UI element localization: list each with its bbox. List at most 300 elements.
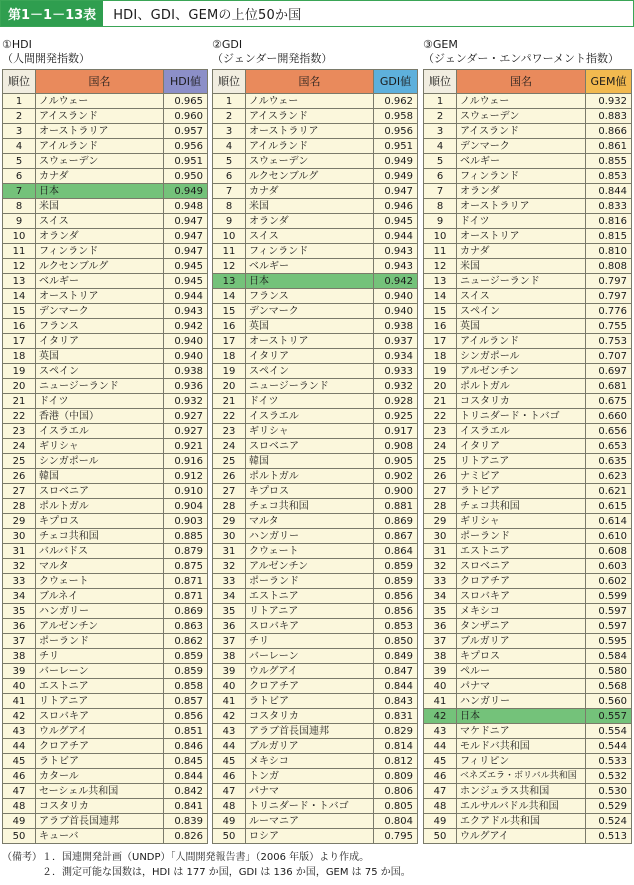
value-cell: 0.804 bbox=[374, 814, 418, 829]
value-cell: 0.857 bbox=[164, 694, 208, 709]
value-cell: 0.795 bbox=[374, 829, 418, 844]
rank-cell: 26 bbox=[424, 469, 457, 484]
table-row bbox=[3, 619, 208, 634]
country-cell: エストニア bbox=[246, 589, 374, 604]
rank-cell: 28 bbox=[424, 499, 457, 514]
rank-cell: 11 bbox=[424, 244, 457, 259]
value-cell: 0.513 bbox=[586, 829, 632, 844]
value-cell: 0.859 bbox=[164, 649, 208, 664]
rank-cell: 41 bbox=[213, 694, 246, 709]
country-cell: チェコ共和国 bbox=[36, 529, 164, 544]
rank-cell: 32 bbox=[424, 559, 457, 574]
rank-cell: 2 bbox=[3, 109, 36, 124]
table-title: HDI、GDI、GEMの上位50か国 bbox=[113, 8, 302, 23]
table-row bbox=[424, 409, 632, 424]
value-cell: 0.940 bbox=[374, 304, 418, 319]
rank-cell: 43 bbox=[3, 724, 36, 739]
country-cell: ウルグアイ bbox=[36, 724, 164, 739]
notes bbox=[2, 850, 411, 880]
value-cell: 0.568 bbox=[586, 679, 632, 694]
country-cell: コスタリカ bbox=[246, 709, 374, 724]
rank-cell: 28 bbox=[3, 499, 36, 514]
value-cell: 0.927 bbox=[164, 409, 208, 424]
rank-cell: 13 bbox=[3, 274, 36, 289]
table-row bbox=[213, 304, 418, 319]
value-cell: 0.675 bbox=[586, 394, 632, 409]
value-cell: 0.851 bbox=[164, 724, 208, 739]
rank-cell: 35 bbox=[3, 604, 36, 619]
value-cell: 0.805 bbox=[374, 799, 418, 814]
table-row bbox=[213, 244, 418, 259]
country-cell: ラトビア bbox=[457, 484, 586, 499]
table-row bbox=[3, 214, 208, 229]
table-row bbox=[424, 169, 632, 184]
table-row bbox=[3, 319, 208, 334]
table-row bbox=[213, 814, 418, 829]
table-row bbox=[3, 484, 208, 499]
country-cell: ルクセンブルグ bbox=[36, 259, 164, 274]
rank-cell: 23 bbox=[3, 424, 36, 439]
value-cell: 0.942 bbox=[374, 274, 418, 289]
rank-cell: 10 bbox=[3, 229, 36, 244]
country-cell: アラブ首長国連邦 bbox=[36, 814, 164, 829]
value-cell: 0.859 bbox=[374, 559, 418, 574]
rank-cell: 37 bbox=[424, 634, 457, 649]
country-cell: ギリシャ bbox=[36, 439, 164, 454]
value-cell: 0.940 bbox=[164, 349, 208, 364]
rank-cell: 33 bbox=[3, 574, 36, 589]
value-cell: 0.844 bbox=[586, 184, 632, 199]
value-cell: 0.925 bbox=[374, 409, 418, 424]
table-row bbox=[424, 139, 632, 154]
value-cell: 0.603 bbox=[586, 559, 632, 574]
value-cell: 0.947 bbox=[374, 184, 418, 199]
hdi-ranking-table bbox=[2, 69, 208, 844]
table-row bbox=[213, 349, 418, 364]
table-row bbox=[3, 169, 208, 184]
table-row bbox=[213, 544, 418, 559]
table-row bbox=[424, 589, 632, 604]
value-cell: 0.530 bbox=[586, 784, 632, 799]
rank-cell: 9 bbox=[213, 214, 246, 229]
table-row bbox=[213, 709, 418, 724]
table-row bbox=[3, 799, 208, 814]
country-cell: 日本 bbox=[36, 184, 164, 199]
table-row bbox=[424, 199, 632, 214]
rank-cell: 12 bbox=[424, 259, 457, 274]
rank-cell: 5 bbox=[3, 154, 36, 169]
table-row bbox=[424, 754, 632, 769]
value-cell: 0.599 bbox=[586, 589, 632, 604]
value-cell: 0.810 bbox=[586, 244, 632, 259]
rank-cell: 27 bbox=[424, 484, 457, 499]
rank-cell: 19 bbox=[424, 364, 457, 379]
rank-cell: 38 bbox=[424, 649, 457, 664]
country-cell: オランダ bbox=[457, 184, 586, 199]
rank-cell: 8 bbox=[3, 199, 36, 214]
value-cell: 0.847 bbox=[374, 664, 418, 679]
value-cell: 0.809 bbox=[374, 769, 418, 784]
country-cell: イスラエル bbox=[36, 424, 164, 439]
country-column-header: 国名 bbox=[457, 70, 586, 94]
country-cell: オーストリア bbox=[36, 289, 164, 304]
value-cell: 0.934 bbox=[374, 349, 418, 364]
table-row bbox=[213, 829, 418, 844]
rank-cell: 4 bbox=[3, 139, 36, 154]
value-cell: 0.849 bbox=[374, 649, 418, 664]
table-row bbox=[213, 124, 418, 139]
table-row bbox=[3, 649, 208, 664]
table-row bbox=[424, 799, 632, 814]
rank-cell: 36 bbox=[3, 619, 36, 634]
rank-cell: 43 bbox=[424, 724, 457, 739]
value-cell: 0.908 bbox=[374, 439, 418, 454]
country-cell: クロアチア bbox=[36, 739, 164, 754]
note-source: （備考）１．国連開発計画（UNDP）「人間開発報告書」（2006 年版）より作成。 bbox=[2, 852, 370, 863]
country-cell: キプロス bbox=[246, 484, 374, 499]
country-cell: ドイツ bbox=[246, 394, 374, 409]
table-row bbox=[213, 439, 418, 454]
value-cell: 0.947 bbox=[164, 244, 208, 259]
rank-cell: 6 bbox=[213, 169, 246, 184]
country-cell: ウルグアイ bbox=[246, 664, 374, 679]
table-row bbox=[3, 814, 208, 829]
table-row bbox=[213, 394, 418, 409]
country-cell: バーレーン bbox=[246, 649, 374, 664]
rank-cell: 23 bbox=[213, 424, 246, 439]
rank-cell: 19 bbox=[213, 364, 246, 379]
gdi-value-column-header: GDI値 bbox=[374, 70, 418, 94]
table-row bbox=[3, 574, 208, 589]
country-cell: リトアニア bbox=[246, 604, 374, 619]
rank-cell: 8 bbox=[213, 199, 246, 214]
rank-cell: 45 bbox=[3, 754, 36, 769]
country-cell: ニュージーランド bbox=[36, 379, 164, 394]
rank-cell: 21 bbox=[3, 394, 36, 409]
country-cell: 米国 bbox=[36, 199, 164, 214]
value-cell: 0.943 bbox=[374, 244, 418, 259]
table-row bbox=[3, 259, 208, 274]
rank-cell: 40 bbox=[213, 679, 246, 694]
value-cell: 0.866 bbox=[586, 124, 632, 139]
table-row bbox=[213, 334, 418, 349]
value-cell: 0.580 bbox=[586, 664, 632, 679]
rank-cell: 2 bbox=[424, 109, 457, 124]
rank-cell: 38 bbox=[213, 649, 246, 664]
table-row bbox=[424, 334, 632, 349]
rank-cell: 50 bbox=[213, 829, 246, 844]
value-cell: 0.808 bbox=[586, 259, 632, 274]
gem-subheading: （ジェンダー・エンパワーメント指数） bbox=[423, 52, 620, 65]
value-cell: 0.621 bbox=[586, 484, 632, 499]
country-cell: デンマーク bbox=[246, 304, 374, 319]
rank-cell: 11 bbox=[3, 244, 36, 259]
rank-cell: 26 bbox=[213, 469, 246, 484]
value-cell: 0.560 bbox=[586, 694, 632, 709]
value-cell: 0.826 bbox=[164, 829, 208, 844]
country-cell: カナダ bbox=[457, 244, 586, 259]
table-row bbox=[424, 544, 632, 559]
value-cell: 0.614 bbox=[586, 514, 632, 529]
value-cell: 0.557 bbox=[586, 709, 632, 724]
country-cell: ポーランド bbox=[246, 574, 374, 589]
country-cell: スウェーデン bbox=[36, 154, 164, 169]
rank-cell: 5 bbox=[213, 154, 246, 169]
country-cell: ポーランド bbox=[457, 529, 586, 544]
table-row bbox=[3, 394, 208, 409]
rank-cell: 30 bbox=[3, 529, 36, 544]
value-cell: 0.797 bbox=[586, 289, 632, 304]
table-row bbox=[424, 154, 632, 169]
gdi-heading: ②GDI bbox=[212, 38, 243, 51]
country-cell: ベルギー bbox=[457, 154, 586, 169]
country-cell: 米国 bbox=[457, 259, 586, 274]
rank-cell: 33 bbox=[424, 574, 457, 589]
country-cell: メキシコ bbox=[457, 604, 586, 619]
table-row bbox=[3, 454, 208, 469]
value-cell: 0.949 bbox=[164, 184, 208, 199]
country-cell: ラトビア bbox=[36, 754, 164, 769]
rank-cell: 49 bbox=[424, 814, 457, 829]
table-row bbox=[424, 349, 632, 364]
table-row bbox=[3, 274, 208, 289]
table-row bbox=[213, 769, 418, 784]
table-row bbox=[3, 514, 208, 529]
rank-cell: 17 bbox=[213, 334, 246, 349]
value-cell: 0.861 bbox=[586, 139, 632, 154]
value-cell: 0.597 bbox=[586, 619, 632, 634]
hdi-subheading: （人間開発指数） bbox=[2, 52, 90, 65]
value-cell: 0.962 bbox=[374, 94, 418, 109]
value-cell: 0.900 bbox=[374, 484, 418, 499]
table-row bbox=[424, 469, 632, 484]
rank-cell: 45 bbox=[424, 754, 457, 769]
table-row bbox=[424, 604, 632, 619]
table-row bbox=[3, 289, 208, 304]
table-row bbox=[213, 499, 418, 514]
rank-cell: 5 bbox=[424, 154, 457, 169]
rank-cell: 19 bbox=[3, 364, 36, 379]
table-row bbox=[213, 679, 418, 694]
rank-cell: 22 bbox=[3, 409, 36, 424]
value-cell: 0.905 bbox=[374, 454, 418, 469]
rank-cell: 44 bbox=[424, 739, 457, 754]
country-cell: イタリア bbox=[36, 334, 164, 349]
country-cell: スロベニア bbox=[457, 559, 586, 574]
country-cell: スロバキア bbox=[246, 619, 374, 634]
country-cell: メキシコ bbox=[246, 754, 374, 769]
value-cell: 0.815 bbox=[586, 229, 632, 244]
rank-cell: 37 bbox=[3, 634, 36, 649]
value-cell: 0.855 bbox=[586, 154, 632, 169]
country-cell: ブルガリア bbox=[457, 634, 586, 649]
value-cell: 0.842 bbox=[164, 784, 208, 799]
country-cell: アイスランド bbox=[246, 109, 374, 124]
gem-heading: ③GEM bbox=[423, 38, 458, 51]
value-cell: 0.843 bbox=[374, 694, 418, 709]
country-cell: アルゼンチン bbox=[246, 559, 374, 574]
value-cell: 0.945 bbox=[164, 274, 208, 289]
country-cell: コスタリカ bbox=[457, 394, 586, 409]
country-cell: アイルランド bbox=[246, 139, 374, 154]
value-cell: 0.960 bbox=[164, 109, 208, 124]
value-cell: 0.653 bbox=[586, 439, 632, 454]
value-cell: 0.881 bbox=[374, 499, 418, 514]
table-row bbox=[3, 544, 208, 559]
value-cell: 0.938 bbox=[374, 319, 418, 334]
value-cell: 0.928 bbox=[374, 394, 418, 409]
table-row bbox=[424, 499, 632, 514]
value-cell: 0.951 bbox=[164, 154, 208, 169]
table-row bbox=[424, 634, 632, 649]
table-row bbox=[424, 529, 632, 544]
rank-column-header: 順位 bbox=[213, 70, 246, 94]
rank-cell: 25 bbox=[3, 454, 36, 469]
rank-cell: 48 bbox=[3, 799, 36, 814]
rank-cell: 31 bbox=[3, 544, 36, 559]
table-row bbox=[213, 694, 418, 709]
table-row bbox=[3, 709, 208, 724]
value-cell: 0.945 bbox=[374, 214, 418, 229]
country-cell: フィンランド bbox=[246, 244, 374, 259]
table-row bbox=[424, 559, 632, 574]
table-row bbox=[3, 199, 208, 214]
country-cell: クウェート bbox=[246, 544, 374, 559]
gdi-section-heading bbox=[212, 38, 332, 66]
country-cell: チリ bbox=[246, 634, 374, 649]
rank-cell: 4 bbox=[213, 139, 246, 154]
table-row bbox=[213, 199, 418, 214]
country-cell: クロアチア bbox=[246, 679, 374, 694]
country-cell: カナダ bbox=[36, 169, 164, 184]
rank-cell: 49 bbox=[3, 814, 36, 829]
table-row bbox=[424, 229, 632, 244]
value-cell: 0.853 bbox=[586, 169, 632, 184]
table-row bbox=[3, 769, 208, 784]
rank-cell: 30 bbox=[424, 529, 457, 544]
country-cell: 英国 bbox=[246, 319, 374, 334]
table-row bbox=[424, 274, 632, 289]
table-row bbox=[3, 604, 208, 619]
country-cell: アルゼンチン bbox=[36, 619, 164, 634]
country-cell: カタール bbox=[36, 769, 164, 784]
country-cell: チェコ共和国 bbox=[457, 499, 586, 514]
value-cell: 0.595 bbox=[586, 634, 632, 649]
rank-cell: 48 bbox=[213, 799, 246, 814]
country-column-header: 国名 bbox=[36, 70, 164, 94]
value-cell: 0.944 bbox=[374, 229, 418, 244]
value-cell: 0.635 bbox=[586, 454, 632, 469]
table-row bbox=[3, 184, 208, 199]
value-cell: 0.839 bbox=[164, 814, 208, 829]
table-title-bar bbox=[0, 0, 634, 27]
table-row bbox=[424, 739, 632, 754]
country-cell: パナマ bbox=[246, 784, 374, 799]
country-cell: ノルウェー bbox=[457, 94, 586, 109]
table-row bbox=[3, 424, 208, 439]
country-cell: カナダ bbox=[246, 184, 374, 199]
rank-cell: 18 bbox=[3, 349, 36, 364]
value-cell: 0.904 bbox=[164, 499, 208, 514]
rank-cell: 35 bbox=[424, 604, 457, 619]
value-cell: 0.948 bbox=[164, 199, 208, 214]
hdi-heading: ①HDI bbox=[2, 38, 32, 51]
country-cell: 香港（中国） bbox=[36, 409, 164, 424]
table-row bbox=[424, 724, 632, 739]
value-cell: 0.544 bbox=[586, 739, 632, 754]
country-cell: スイス bbox=[457, 289, 586, 304]
country-cell: ブルネイ bbox=[36, 589, 164, 604]
table-row bbox=[424, 379, 632, 394]
table-row bbox=[424, 304, 632, 319]
rank-cell: 12 bbox=[3, 259, 36, 274]
rank-cell: 15 bbox=[213, 304, 246, 319]
table-row bbox=[3, 94, 208, 109]
rank-cell: 24 bbox=[213, 439, 246, 454]
country-cell: イタリア bbox=[246, 349, 374, 364]
rank-cell: 47 bbox=[3, 784, 36, 799]
table-row bbox=[424, 664, 632, 679]
rank-cell: 21 bbox=[424, 394, 457, 409]
value-cell: 0.902 bbox=[374, 469, 418, 484]
table-row bbox=[424, 769, 632, 784]
rank-cell: 31 bbox=[213, 544, 246, 559]
rank-cell: 27 bbox=[213, 484, 246, 499]
table-row bbox=[213, 559, 418, 574]
country-cell: エストニア bbox=[457, 544, 586, 559]
hdi-section-heading bbox=[2, 38, 90, 66]
country-cell: ポーランド bbox=[36, 634, 164, 649]
country-cell: チリ bbox=[36, 649, 164, 664]
value-cell: 0.940 bbox=[164, 334, 208, 349]
value-cell: 0.871 bbox=[164, 589, 208, 604]
value-cell: 0.831 bbox=[374, 709, 418, 724]
value-cell: 0.853 bbox=[374, 619, 418, 634]
rank-cell: 18 bbox=[424, 349, 457, 364]
table-row bbox=[424, 619, 632, 634]
country-cell: イタリア bbox=[457, 439, 586, 454]
value-cell: 0.965 bbox=[164, 94, 208, 109]
country-cell: エクアドル共和国 bbox=[457, 814, 586, 829]
table-row bbox=[3, 229, 208, 244]
value-cell: 0.610 bbox=[586, 529, 632, 544]
table-row bbox=[213, 289, 418, 304]
value-cell: 0.936 bbox=[164, 379, 208, 394]
table-row bbox=[3, 154, 208, 169]
table-row bbox=[424, 514, 632, 529]
table-row bbox=[424, 814, 632, 829]
country-cell: トリニダード・トバゴ bbox=[246, 799, 374, 814]
value-cell: 0.932 bbox=[374, 379, 418, 394]
value-cell: 0.951 bbox=[374, 139, 418, 154]
value-cell: 0.602 bbox=[586, 574, 632, 589]
value-cell: 0.532 bbox=[586, 769, 632, 784]
table-number-label: 第1－1－13表 bbox=[1, 1, 103, 26]
table-row bbox=[3, 679, 208, 694]
country-cell: マルタ bbox=[246, 514, 374, 529]
rank-cell: 34 bbox=[424, 589, 457, 604]
country-cell: ロシア bbox=[246, 829, 374, 844]
value-cell: 0.755 bbox=[586, 319, 632, 334]
rank-cell: 27 bbox=[3, 484, 36, 499]
table-row bbox=[3, 379, 208, 394]
country-cell: ペルー bbox=[457, 664, 586, 679]
rank-cell: 17 bbox=[424, 334, 457, 349]
rank-cell: 3 bbox=[3, 124, 36, 139]
rank-cell: 36 bbox=[213, 619, 246, 634]
country-cell: イスラエル bbox=[246, 409, 374, 424]
table-row bbox=[213, 274, 418, 289]
